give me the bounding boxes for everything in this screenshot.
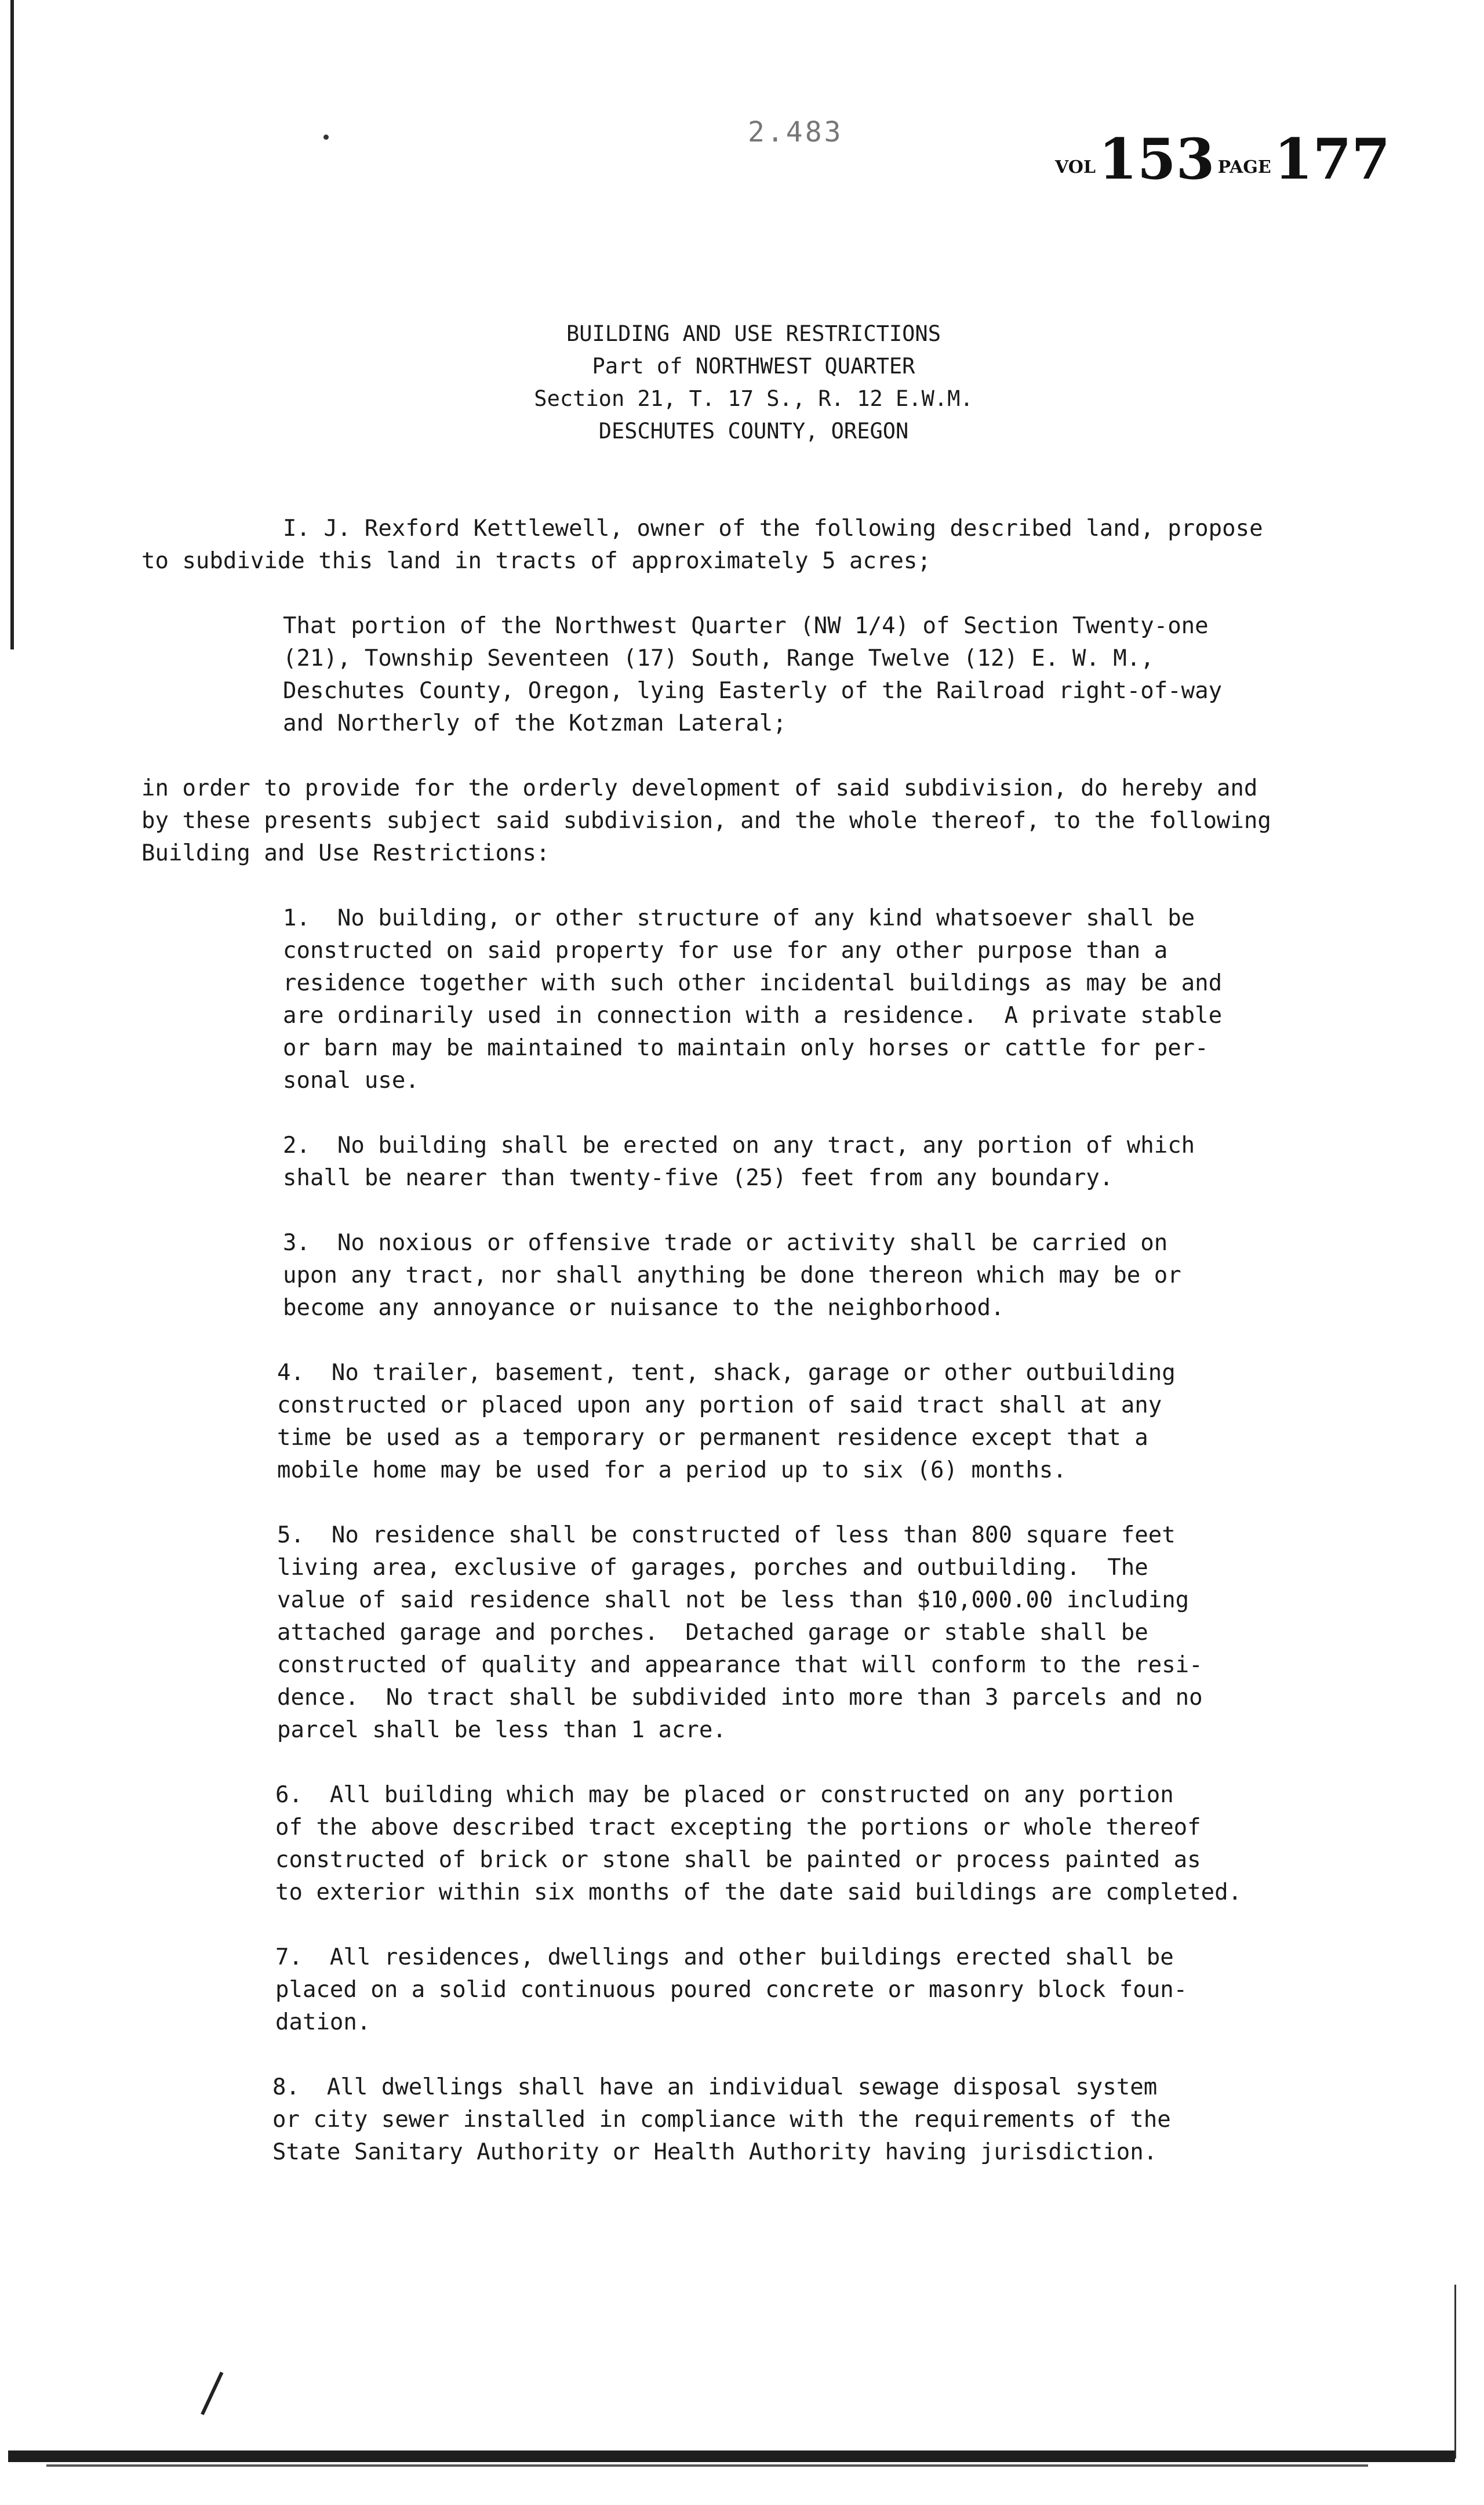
restriction-8-line-1: 8. All dwellings shall have an individual sewage disposal system [272, 2074, 1158, 2100]
title-line-1: BUILDING AND USE RESTRICTIONS [566, 321, 941, 346]
page-number: 177 [1274, 126, 1391, 192]
scan-edge-bottom-thin [46, 2464, 1368, 2467]
restriction-5-line-6: dence. No tract shall be subdivided into more than 3 parcels and no [277, 1684, 1203, 1711]
restriction-5-line-2: living area, exclusive of garages, porches and outbuilding. The [277, 1555, 1148, 1581]
restriction-7-line-2: placed on a solid continuous poured concrete or masonry block foun- [275, 1977, 1188, 2003]
restriction-1-line-1: 1. No building, or other structure of any kind whatsoever shall be [283, 905, 1195, 931]
scan-speck [323, 135, 329, 140]
volume-number: 153 [1099, 126, 1215, 192]
restriction-3-line-2: upon any tract, nor shall anything be done thereon which may be or [283, 1262, 1181, 1288]
pen-mark [201, 2372, 223, 2415]
document-title [0, 318, 1484, 448]
restriction-2-line-2: shall be nearer than twenty-five (25) feet from any boundary. [283, 1165, 1114, 1191]
purpose-line-1: in order to provide for the orderly development of said subdivision, do hereby and [141, 775, 1258, 801]
restriction-5-line-4: attached garage and porches. Detached garage or stable shall be [277, 1620, 1148, 1646]
title-line-4: DESCHUTES COUNTY, OREGON [598, 419, 909, 444]
volume-page-stamp [1055, 126, 1390, 192]
restriction-6-line-4: to exterior within six months of the date said buildings are completed. [275, 1879, 1242, 1905]
purpose-line-2: by these presents subject said subdivision, and the whole thereof, to the following [141, 808, 1271, 834]
intro-line-1: I. J. Rexford Kettlewell, owner of the following described land, propose [283, 515, 1263, 542]
restriction-6-line-1: 6. All building which may be placed or constructed on any portion [275, 1782, 1174, 1808]
restriction-8-line-2: or city sewer installed in compliance with the requirements of the [272, 2107, 1171, 2133]
legal-line-2: (21), Township Seventeen (17) South, Range Twelve (12) E. W. M., [283, 645, 1154, 671]
restriction-4-line-1: 4. No trailer, basement, tent, shack, garage or other outbuilding [277, 1360, 1176, 1386]
legal-line-4: and Northerly of the Kotzman Lateral; [283, 710, 787, 736]
restriction-3-line-1: 3. No noxious or offensive trade or activity shall be carried on [283, 1230, 1168, 1256]
legal-line-1: That portion of the Northwest Quarter (NW 1/4) of Section Twenty-one [283, 613, 1209, 639]
restriction-8-line-3: State Sanitary Authority or Health Authority having jurisdiction. [272, 2139, 1158, 2165]
restriction-6-line-2: of the above described tract excepting the portions or whole thereof [275, 1814, 1201, 1840]
purpose-line-3: Building and Use Restrictions: [141, 840, 550, 866]
intro-line-2: to subdivide this land in tracts of approximately 5 acres; [141, 548, 931, 574]
restriction-4-line-2: constructed or placed upon any portion of said tract shall at any [277, 1392, 1162, 1418]
restriction-5-line-5: constructed of quality and appearance that will conform to the resi- [277, 1652, 1203, 1678]
title-line-2: Part of NORTHWEST QUARTER [592, 354, 915, 379]
scan-edge-right [1454, 2285, 1456, 2459]
title-line-3: Section 21, T. 17 S., R. 12 E.W.M. [534, 386, 973, 411]
restriction-1-line-4: are ordinarily used in connection with a residence. A private stable [283, 1003, 1223, 1029]
recording-number: 2.483 [748, 116, 843, 148]
restriction-1-line-5: or barn may be maintained to maintain only horses or cattle for per- [283, 1035, 1209, 1061]
restriction-5-line-7: parcel shall be less than 1 acre. [277, 1717, 726, 1743]
legal-line-3: Deschutes County, Oregon, lying Easterly of the Railroad right-of-way [283, 678, 1223, 704]
restriction-6-line-3: constructed of brick or stone shall be painted or process painted as [275, 1847, 1201, 1873]
page-label: PAGE [1217, 157, 1271, 177]
restriction-7-line-3: dation. [275, 2009, 371, 2035]
restriction-5-line-3: value of said residence shall not be less than $10,000.00 including [277, 1587, 1190, 1613]
restriction-3-line-3: become any annoyance or nuisance to the neighborhood. [283, 1295, 1005, 1321]
restriction-1-line-3: residence together with such other incidental buildings as may be and [283, 970, 1223, 996]
scan-edge-bottom [8, 2450, 1455, 2462]
restriction-5-line-1: 5. No residence shall be constructed of less than 800 square feet [277, 1522, 1176, 1548]
restriction-7-line-1: 7. All residences, dwellings and other buildings erected shall be [275, 1944, 1174, 1970]
restriction-1-line-2: constructed on said property for use for any other purpose than a [283, 938, 1168, 964]
restriction-4-line-3: time be used as a temporary or permanent residence except that a [277, 1425, 1148, 1451]
volume-label: VOL [1055, 157, 1096, 177]
restriction-1-line-6: sonal use. [283, 1068, 419, 1094]
restriction-4-line-4: mobile home may be used for a period up to six (6) months. [277, 1457, 1067, 1483]
restriction-2-line-1: 2. No building shall be erected on any tract, any portion of which [283, 1132, 1195, 1159]
